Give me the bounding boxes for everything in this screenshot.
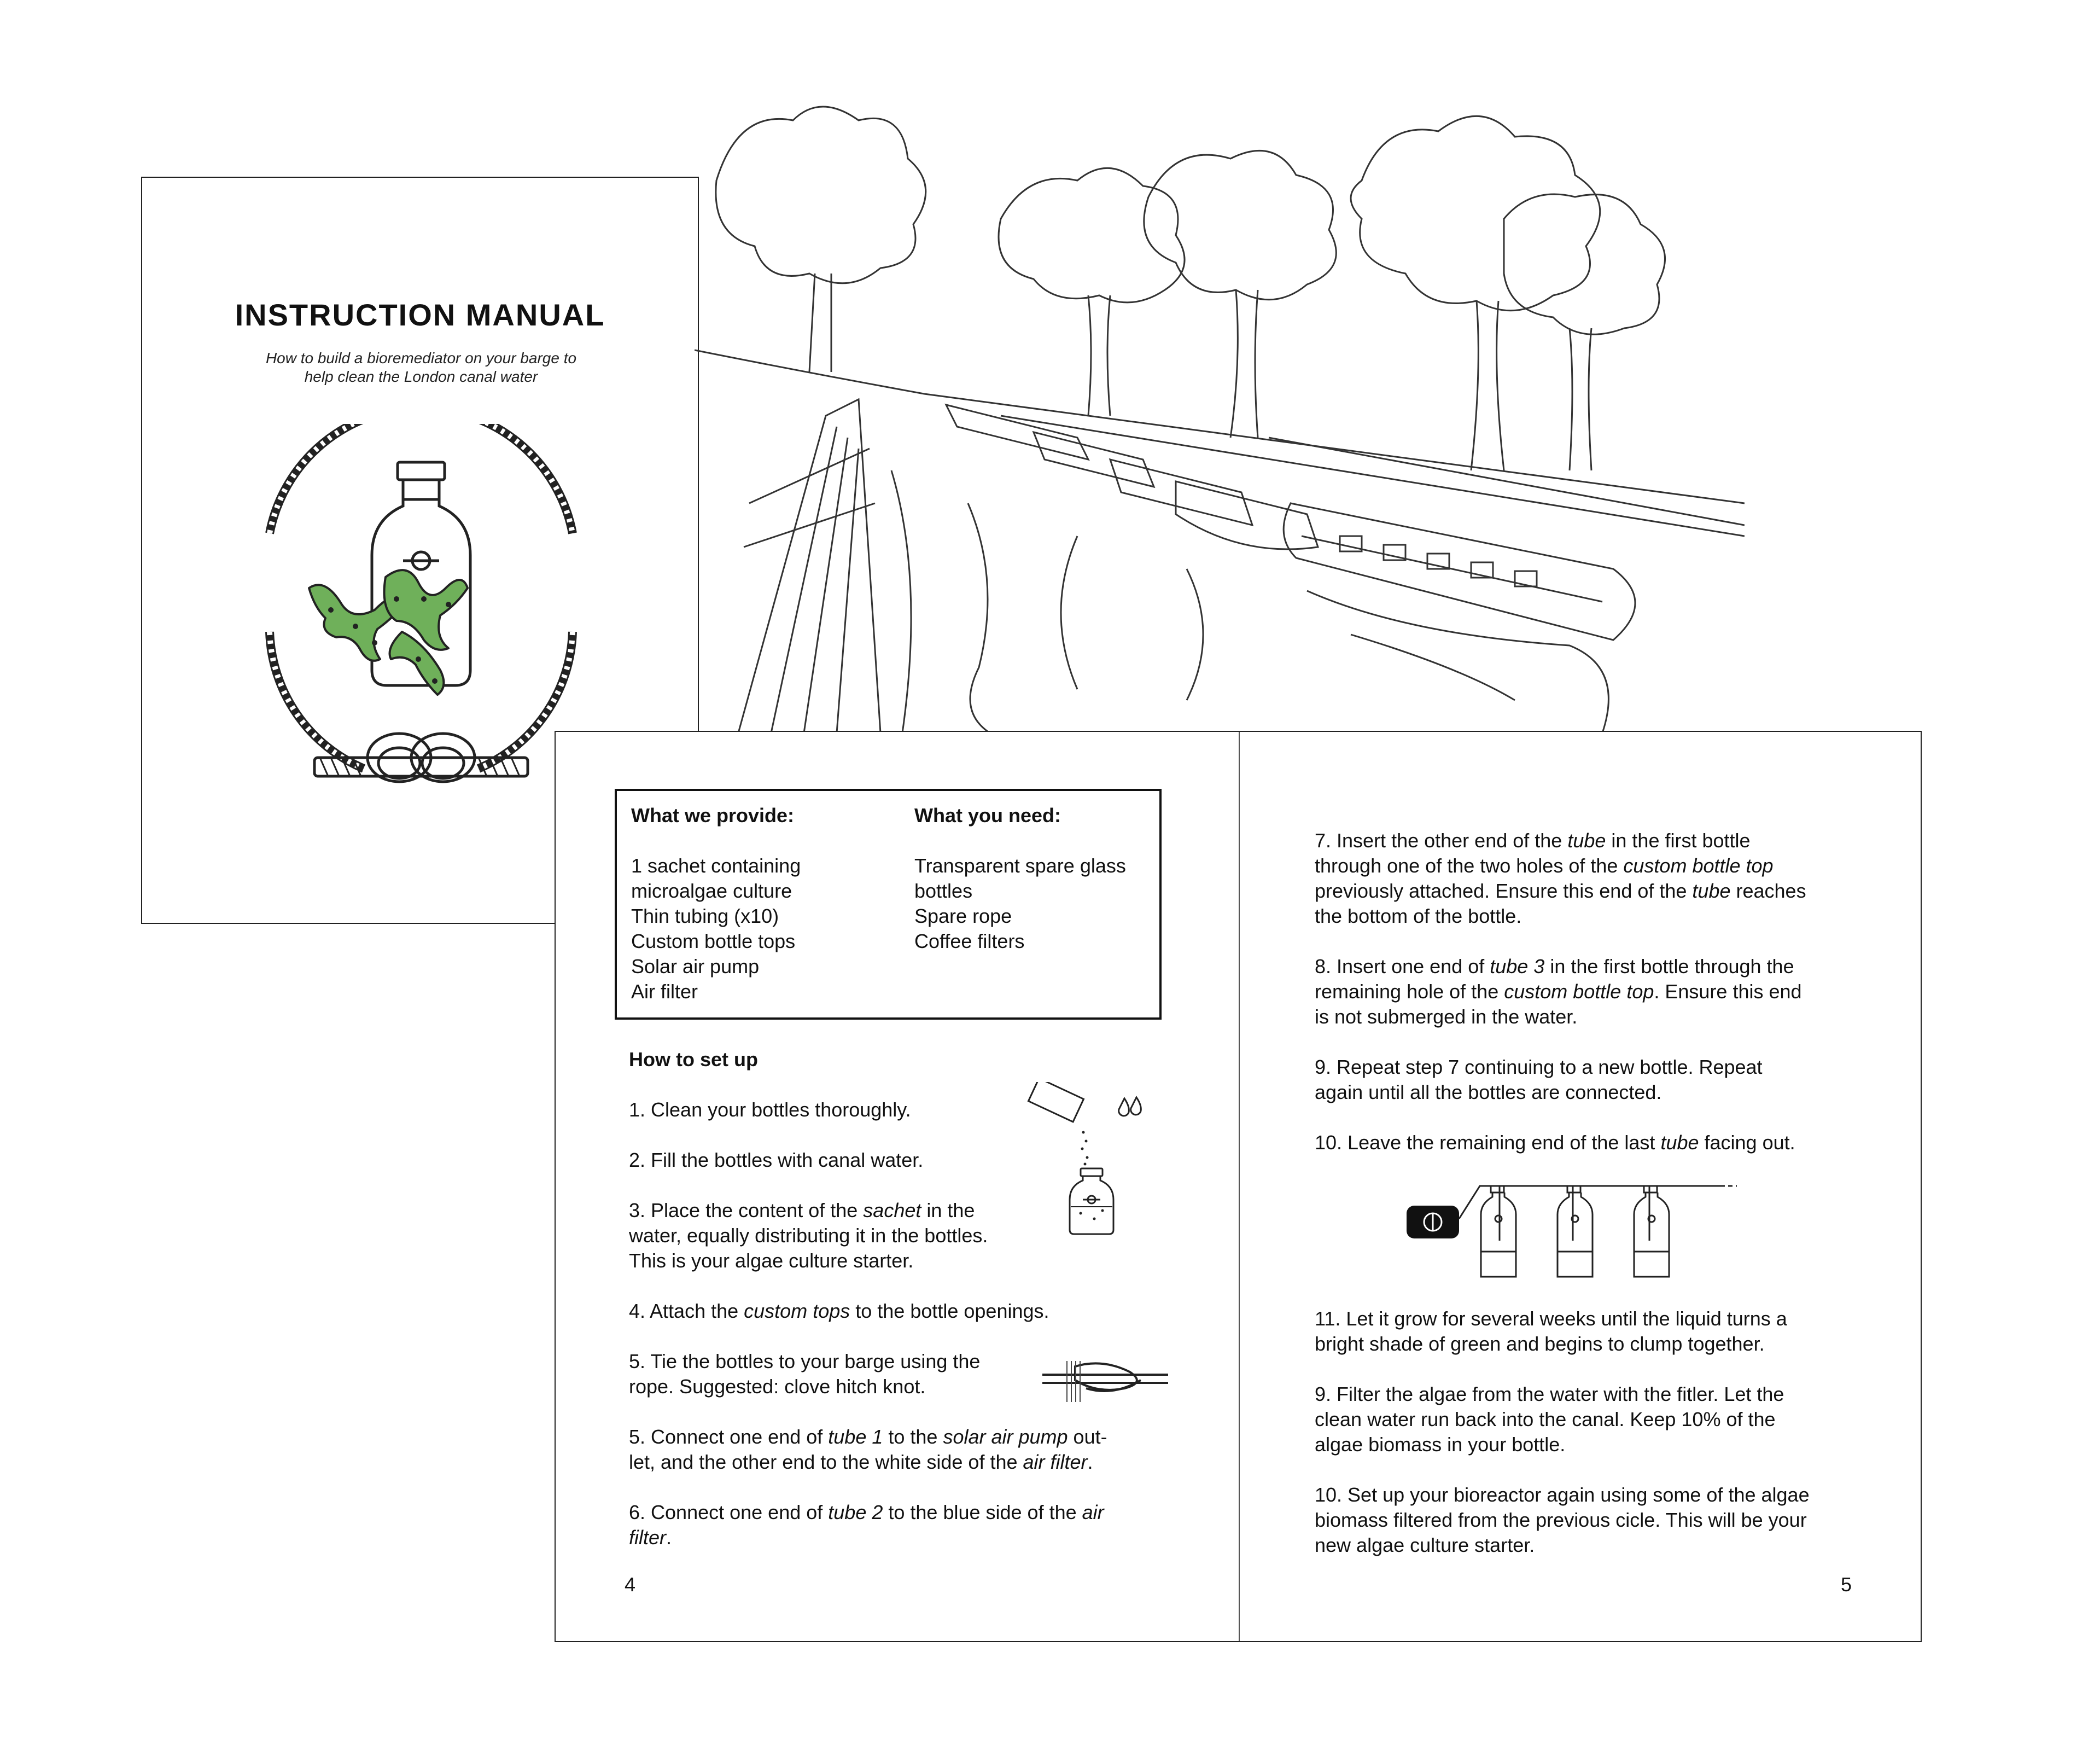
page-number-right: 5 (1841, 1573, 1852, 1596)
need-item: bottles (914, 880, 973, 902)
step-11: 11. Let it grow for several weeks until the liquid turns a bright shade of green and begins to clump together. (1315, 1307, 1787, 1355)
provide-item: Solar air pump (631, 955, 760, 978)
provide-item: microalgae culture (631, 880, 792, 902)
setup-heading: How to set up (629, 1048, 758, 1071)
need-column (914, 803, 1150, 954)
cover-subtitle-line-1: How to build a bioremediator on your barge to (265, 350, 577, 367)
step-5-connect: 5. Connect one end of tube 1 to the solar air pump out- let, and the other end to the white side of the air filter. (629, 1426, 1107, 1473)
need-item: Coffee filters (914, 930, 1025, 952)
open-manual-spread (555, 731, 1922, 1642)
provide-heading: What we provide: (631, 804, 795, 827)
cover-subtitle-line-2: help clean the London canal water (304, 368, 538, 385)
step-6: 6. Connect one end of tube 2 to the blue side of the air filter. (629, 1501, 1104, 1549)
step-2: 2. Fill the bottles with canal water. (629, 1149, 924, 1171)
page-spine (1239, 732, 1240, 1641)
step-5-tie: 5. Tie the bottles to your barge using the rope. Suggested: clove hitch knot. (629, 1350, 981, 1398)
step-1: 1. Clean your bottles thoroughly. (629, 1098, 911, 1121)
step-7: 7. Insert the other end of the tube in the first bottle through one of the two holes of the custom bottle top previously attached. Ensure this end of the tube reaches the bottom of the bottle. (1315, 829, 1806, 927)
step-9-repeat: 9. Repeat step 7 continuing to a new bottle. Repeat again until all the bottles are connected. (1315, 1056, 1763, 1103)
bottle-seaweed-rope-emblem-icon (260, 424, 582, 829)
clove-hitch-knot-icon (1037, 1350, 1179, 1405)
cover-subtitle (241, 349, 602, 386)
canal-narrowboats-illustration (695, 88, 1745, 733)
need-item: Spare rope (914, 905, 1012, 927)
page-number-left: 4 (625, 1573, 636, 1596)
step-4: 4. Attach the custom tops to the bottle openings. (629, 1300, 1049, 1322)
provide-item: Custom bottle tops (631, 930, 796, 952)
provide-item: Thin tubing (x10) (631, 905, 779, 927)
need-heading: What you need: (914, 804, 1061, 827)
provide-column (631, 803, 894, 1004)
step-8: 8. Insert one end of tube 3 in the first bottle through the remaining hole of the custom bottle top. Ensure this end is not submerged in the water. (1315, 955, 1802, 1028)
sachet-and-bottle-icon (1026, 1082, 1157, 1235)
provide-item: Air filter (631, 980, 698, 1003)
need-item: Transparent spare glass (914, 854, 1126, 877)
supplies-box (615, 789, 1162, 1020)
connected-bottles-diagram-icon (1403, 1170, 1742, 1301)
step-9-filter: 9. Filter the algae from the water with the fitler. Let the clean water run back into the canal. Keep 10% of the algae biomass in your bottle. (1315, 1383, 1784, 1456)
step-10-leave: 10. Leave the remaining end of the last tube facing out. (1315, 1131, 1795, 1154)
step-10-setup-again: 10. Set up your bioreactor again using some of the algae biomass filtered from the previous cicle. This will be your new algae culture starter. (1315, 1484, 1810, 1556)
provide-item: 1 sachet containing (631, 854, 801, 877)
cover-title: INSTRUCTION MANUAL (235, 298, 605, 332)
step-3: 3. Place the content of the sachet in the water, equally distributing it in the bottles. This is your algae culture starter. (629, 1199, 988, 1272)
